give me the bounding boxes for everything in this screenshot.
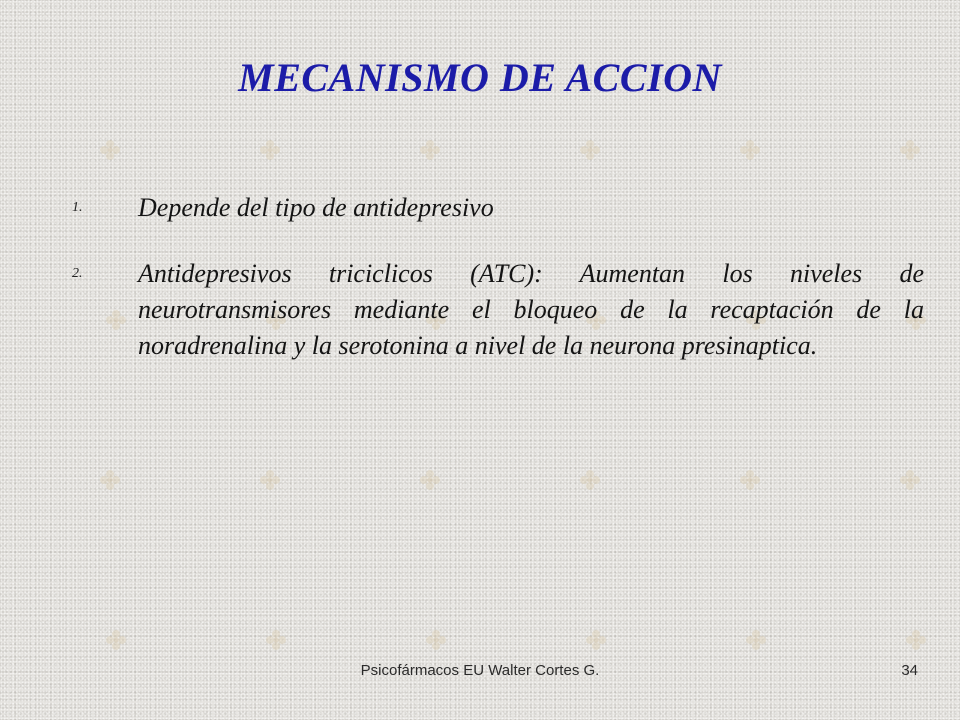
slide-title: MECANISMO DE ACCION — [238, 55, 722, 100]
flower-icon — [422, 628, 450, 652]
flower-icon — [102, 628, 130, 652]
slide-page-number: 34 — [901, 662, 918, 679]
bullet-list — [72, 190, 924, 394]
flower-icon — [256, 138, 284, 162]
flower-icon — [262, 628, 290, 652]
flower-icon — [896, 138, 924, 162]
list-item-text: Depende del tipo de antidepresivo — [138, 193, 494, 222]
list-item-number: 2. — [72, 266, 83, 281]
list-item — [72, 190, 924, 226]
list-item-text: Antidepresivos triciclicos (ATC): Aumentan los niveles de neurotransmisores mediante el bloqueo de la recaptación de la noradrenalina y la serotonina a nivel de la neurona presinaptica. — [138, 259, 924, 360]
list-item-number: 1. — [72, 200, 83, 215]
flower-icon — [742, 628, 770, 652]
flower-icon — [896, 468, 924, 492]
flower-icon — [576, 138, 604, 162]
flower-icon — [96, 138, 124, 162]
flower-icon — [576, 468, 604, 492]
flower-icon — [582, 628, 610, 652]
list-item — [72, 256, 924, 364]
flower-icon — [256, 468, 284, 492]
slide-footer: Psicofármacos EU Walter Cortes G. — [360, 662, 600, 679]
flower-icon — [96, 468, 124, 492]
flower-icon — [902, 628, 930, 652]
flower-icon — [736, 138, 764, 162]
flower-icon — [416, 468, 444, 492]
flower-icon — [736, 468, 764, 492]
flower-icon — [416, 138, 444, 162]
